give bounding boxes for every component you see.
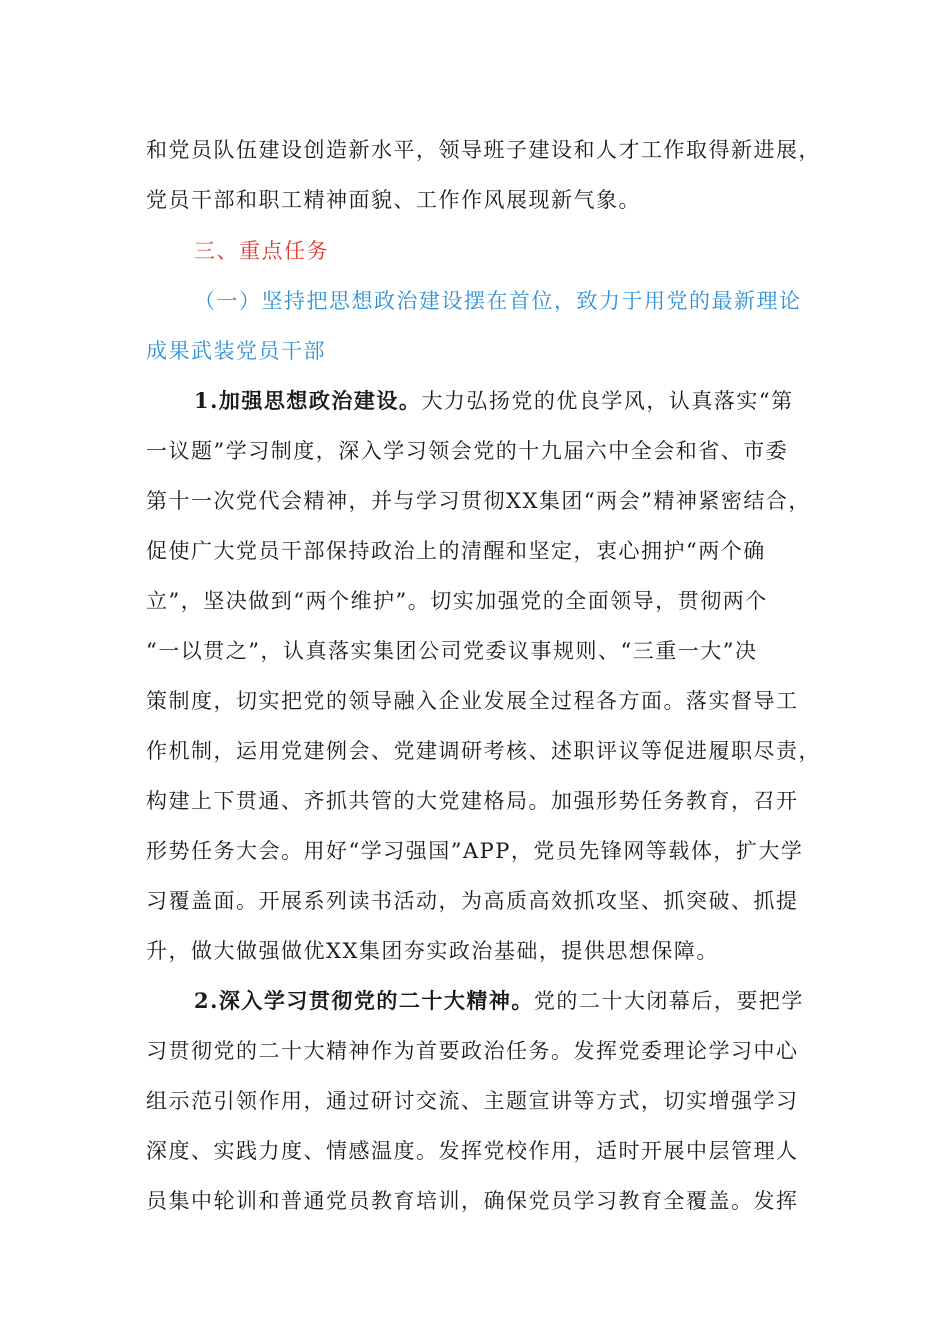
paragraph-line: 形势任务大会。用好“学习强国”APP，党员先锋网等载体，扩大学: [146, 839, 804, 863]
paragraph-line: 习覆盖面。开展系列读书活动，为高质高效抓攻坚、抓突破、抓提: [146, 889, 799, 913]
paragraph-line: 习贯彻党的二十大精神作为首要政治任务。发挥党委理论学习中心: [146, 1039, 799, 1063]
item-text: 党的二十大闭幕后，要把学: [533, 989, 804, 1013]
item-text: 大力弘扬党的优良学风，认真落实“第: [421, 389, 794, 413]
paragraph-line: 立”，坚决做到“两个维护”。切实加强党的全面领导，贯彻两个: [146, 589, 768, 613]
paragraph-line: 构建上下贯通、齐抓共管的大党建格局。加强形势任务教育，召开: [146, 789, 799, 813]
paragraph-line: [194, 987, 804, 1015]
paragraph-line: 组示范引领作用，通过研讨交流、主题宣讲等方式，切实增强学习: [146, 1089, 799, 1113]
paragraph-line: “一以贯之”，认真落实集团公司党委议事规则、“三重一大”决: [146, 639, 758, 663]
paragraph-line: 党员干部和职工精神面貌、工作作风展现新气象。: [146, 188, 641, 212]
item-title: 2.深入学习贯彻党的二十大精神。: [194, 988, 534, 1013]
paragraph-line: 和党员队伍建设创造新水平，领导班子建设和人才工作取得新进展，: [146, 138, 821, 162]
paragraph-line: 深度、实践力度、情感温度。发挥党校作用，适时开展中层管理人: [146, 1139, 799, 1163]
subsection-heading-cont: 成果武装党员干部: [146, 339, 326, 363]
section-heading: 三、重点任务: [194, 239, 329, 263]
paragraph-line: 一议题”学习制度，深入学习领会党的十九届六中全会和省、市委: [146, 439, 789, 463]
paragraph-line: 第十一次党代会精神，并与学习贯彻XX集团“两会”精神紧密结合，: [146, 489, 811, 513]
paragraph-line: [194, 387, 794, 415]
subsection-heading: （一）坚持把思想政治建设摆在首位，致力于用党的最新理论: [194, 289, 802, 313]
paragraph-line: 策制度，切实把党的领导融入企业发展全过程各方面。落实督导工: [146, 689, 799, 713]
paragraph-line: 促使广大党员干部保持政治上的清醒和坚定，衷心拥护“两个确: [146, 539, 766, 563]
paragraph-line: 作机制，运用党建例会、党建调研考核、述职评议等促进履职尽责，: [146, 739, 821, 763]
item-title: 1.加强思想政治建设。: [194, 388, 422, 413]
paragraph-line: 升，做大做强做优XX集团夯实政治基础，提供思想保障。: [146, 939, 719, 963]
paragraph-line: 员集中轮训和普通党员教育培训，确保党员学习教育全覆盖。发挥: [146, 1189, 799, 1213]
